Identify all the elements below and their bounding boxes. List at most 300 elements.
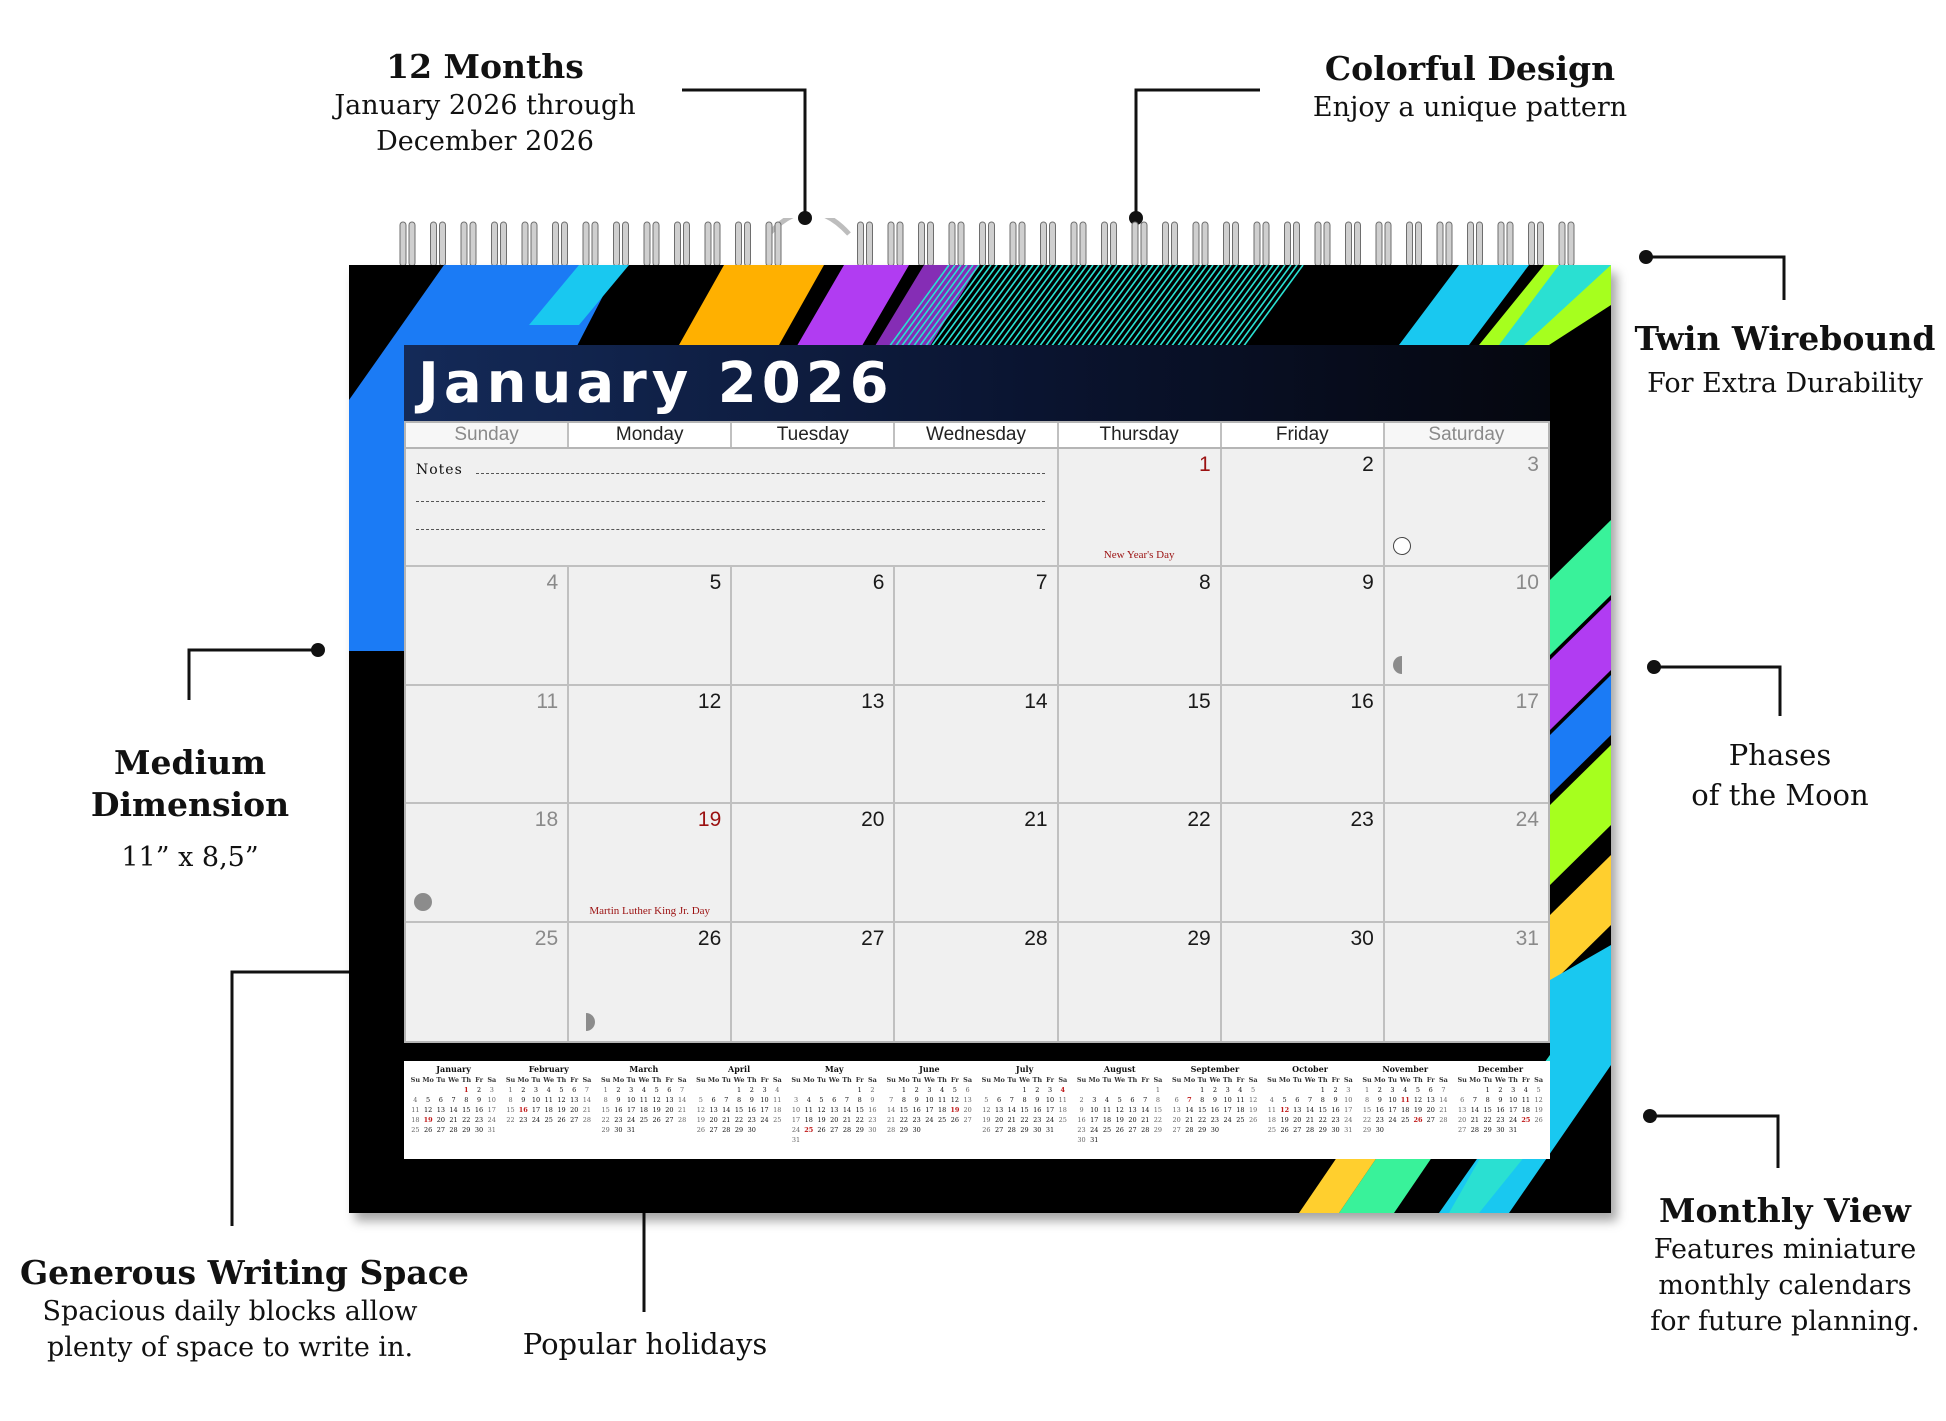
mini-day: 20	[1458, 1116, 1467, 1124]
mini-day: 4	[413, 1096, 418, 1104]
holiday-label: Martin Luther King Jr. Day	[589, 904, 711, 917]
mini-day: 18	[1401, 1106, 1410, 1114]
mini-day: 15	[855, 1106, 864, 1114]
mini-day: 28	[842, 1126, 852, 1134]
mini-day: 21	[1439, 1106, 1448, 1114]
mini-day: 22	[1318, 1116, 1327, 1124]
mini-blank	[422, 1085, 435, 1095]
mini-weekday: We	[828, 1076, 840, 1084]
mini-day: 22	[462, 1116, 471, 1124]
wire-loop	[1263, 222, 1269, 266]
mini-blank	[447, 1085, 460, 1095]
day-cell-4[interactable]	[406, 567, 569, 685]
mini-day: 10	[1388, 1096, 1397, 1104]
mini-day: 29	[1318, 1126, 1327, 1134]
mini-day: 5	[1415, 1086, 1421, 1094]
mini-day: 10	[1223, 1096, 1232, 1104]
mini-day: 29	[1020, 1126, 1029, 1134]
mini-day: 10	[1045, 1096, 1055, 1104]
mini-month-name: August	[1103, 1064, 1136, 1074]
mini-day: 8	[736, 1096, 742, 1104]
wire-loop	[583, 222, 589, 266]
day-cell-10[interactable]	[1385, 567, 1548, 685]
mini-day: 18	[1267, 1116, 1276, 1124]
weekday-header-row	[406, 423, 1548, 449]
mini-day: 21	[842, 1116, 852, 1124]
day-cell-28[interactable]	[895, 923, 1058, 1041]
day-number: 14	[1024, 689, 1048, 713]
mini-month-name: February	[528, 1064, 569, 1074]
mini-day: 24	[1045, 1116, 1055, 1124]
wire-loop	[1498, 222, 1504, 266]
mini-weekday: Fr	[1521, 1076, 1530, 1084]
mini-day: 7	[584, 1086, 590, 1094]
mini-day: 19	[950, 1106, 960, 1114]
mini-weekday: Tu	[1007, 1076, 1017, 1084]
mini-day: 4	[1238, 1086, 1243, 1094]
mini-day: 5	[1536, 1086, 1541, 1094]
wire-loop	[684, 222, 690, 266]
mini-month-table	[599, 1075, 688, 1135]
calendar-sheet	[349, 265, 1611, 1213]
day-cell-14[interactable]	[895, 686, 1058, 804]
wire-loop	[1010, 222, 1016, 266]
mini-day: 29	[1198, 1126, 1207, 1134]
callout-12-months-line1: January 2026 through	[334, 90, 636, 121]
mini-month-table	[1265, 1075, 1354, 1135]
day-cell-25[interactable]	[406, 923, 569, 1041]
mini-calendar-february	[501, 1063, 596, 1157]
mini-day: 6	[1174, 1096, 1179, 1104]
mini-day: 22	[734, 1116, 744, 1124]
mini-blank	[1183, 1085, 1196, 1095]
mini-day: 25	[1401, 1116, 1410, 1124]
weekday-header-thursday: Thursday	[1059, 423, 1222, 447]
day-cell-22[interactable]	[1059, 804, 1222, 922]
day-number: 21	[1024, 808, 1048, 832]
weekday-header-friday: Friday	[1222, 423, 1385, 447]
mini-day: 14	[1305, 1106, 1315, 1114]
mini-day: 22	[1153, 1116, 1163, 1124]
mini-day: 28	[1439, 1116, 1448, 1124]
mini-day: 11	[773, 1096, 782, 1104]
wire-loop	[562, 222, 568, 266]
mini-day: 31	[1508, 1126, 1518, 1134]
callout-monthly-line3: for future planning.	[1650, 1306, 1920, 1337]
day-cell-27[interactable]	[732, 923, 895, 1041]
mini-month-name: November	[1382, 1064, 1429, 1074]
mini-day: 24	[627, 1116, 636, 1124]
mini-day: 20	[1426, 1106, 1435, 1114]
mini-day: 14	[582, 1096, 592, 1104]
day-number: 5	[709, 571, 722, 595]
mini-day: 24	[1090, 1126, 1099, 1134]
callout-12-months-line2: December 2026	[376, 126, 594, 157]
month-title-band	[404, 345, 1550, 421]
mini-day: 19	[982, 1116, 991, 1124]
mini-month-table	[504, 1075, 593, 1125]
mini-day: 18	[1521, 1106, 1530, 1114]
mini-day: 10	[531, 1096, 541, 1104]
mini-blank	[885, 1085, 898, 1095]
wire-loop	[1172, 222, 1178, 266]
mini-day: 22	[1362, 1116, 1372, 1124]
day-cell-20[interactable]	[732, 804, 895, 922]
wire-loop	[1224, 222, 1230, 266]
mini-day: 23	[1375, 1116, 1384, 1124]
mini-month-name: June	[919, 1064, 940, 1074]
mini-day: 30	[474, 1126, 484, 1134]
mini-day: 23	[1210, 1116, 1220, 1124]
mini-day: 2	[476, 1086, 482, 1094]
mini-blank	[1469, 1085, 1482, 1095]
mini-day: 25	[1102, 1126, 1112, 1134]
mini-day: 23	[614, 1116, 623, 1124]
mini-day: 24	[1508, 1116, 1518, 1124]
mini-day: 6	[997, 1096, 1002, 1104]
mini-day: 20	[994, 1116, 1004, 1124]
mini-day: 10	[487, 1096, 496, 1104]
mini-blank	[1005, 1085, 1018, 1095]
wire-loop	[1324, 222, 1330, 266]
wire-loop	[400, 222, 406, 266]
mini-day: 3	[533, 1086, 539, 1094]
mini-month-name: October	[1292, 1064, 1328, 1074]
mini-weekday: Tu	[1197, 1076, 1207, 1084]
day-cell-17[interactable]	[1385, 686, 1548, 804]
wire-loop	[1102, 222, 1108, 266]
day-cell-30[interactable]	[1222, 923, 1385, 1041]
day-cell-24[interactable]	[1385, 804, 1548, 922]
callout-dimension-title1: Medium	[113, 743, 267, 782]
mini-day: 24	[1344, 1116, 1353, 1124]
wire-loop	[522, 222, 528, 266]
mini-day: 8	[857, 1096, 862, 1104]
mini-weekday: Th	[1032, 1076, 1043, 1084]
mini-blank	[1101, 1085, 1114, 1095]
mini-weekday: Su	[600, 1076, 611, 1084]
day-cell-16[interactable]	[1222, 686, 1385, 804]
mini-day: 9	[1333, 1096, 1338, 1104]
mini-day: 21	[677, 1106, 687, 1114]
wire-loop	[1385, 222, 1391, 266]
mini-day: 26	[1534, 1116, 1543, 1124]
mini-day: 7	[451, 1096, 456, 1104]
mini-day: 12	[557, 1096, 566, 1104]
mini-weekday: Sa	[772, 1076, 782, 1084]
mini-day: 13	[1293, 1106, 1302, 1114]
mini-day: 23	[1033, 1116, 1042, 1124]
month-weeks	[406, 449, 1548, 1041]
mini-day: 29	[855, 1126, 864, 1134]
mini-day: 26	[982, 1126, 991, 1134]
mini-day: 24	[1388, 1116, 1397, 1124]
day-cell-2[interactable]	[1222, 449, 1385, 567]
mini-month-name: May	[824, 1064, 844, 1074]
mini-day: 26	[1115, 1126, 1124, 1134]
wire-loop	[1141, 222, 1147, 266]
mini-calendar-july	[977, 1063, 1072, 1157]
day-cell-18[interactable]	[406, 804, 569, 922]
mini-day: 19	[1115, 1116, 1124, 1124]
mini-day: 6	[711, 1096, 716, 1104]
mini-day: 7	[844, 1096, 850, 1104]
mini-day: 7	[724, 1096, 729, 1104]
mini-day: 9	[1377, 1096, 1382, 1104]
mini-blank	[1088, 1085, 1101, 1095]
mini-weekday: We	[1019, 1076, 1031, 1084]
mini-day: 8	[1022, 1096, 1027, 1104]
mini-day: 21	[722, 1116, 731, 1124]
mini-day: 19	[423, 1116, 433, 1124]
mini-day: 9	[1498, 1096, 1503, 1104]
mini-day: 27	[963, 1116, 972, 1124]
mini-day: 13	[1458, 1106, 1467, 1114]
mini-day: 16	[912, 1106, 921, 1114]
mini-day: 8	[901, 1096, 906, 1104]
mini-day: 24	[531, 1116, 541, 1124]
day-cell-19[interactable]	[569, 804, 732, 922]
callout-writing-line1: Spacious daily blocks allow	[42, 1296, 418, 1327]
day-cell-11[interactable]	[406, 686, 569, 804]
mini-day: 22	[899, 1116, 909, 1124]
month-grid	[404, 421, 1550, 1043]
mini-day: 15	[1153, 1106, 1163, 1114]
mini-blank	[993, 1085, 1006, 1095]
day-number: 12	[697, 689, 722, 713]
wire-loop	[623, 222, 629, 266]
mini-day: 2	[1035, 1086, 1040, 1094]
mini-blank	[1291, 1085, 1304, 1095]
callout-medium-dimension	[70, 742, 310, 876]
day-number: 23	[1350, 808, 1374, 832]
mini-day: 1	[1364, 1086, 1370, 1094]
mini-day: 14	[677, 1096, 687, 1104]
day-cell-23[interactable]	[1222, 804, 1385, 922]
mini-day: 20	[1293, 1116, 1302, 1124]
mini-blank	[720, 1085, 733, 1095]
mini-weekday: Su	[696, 1076, 706, 1084]
mini-day: 15	[1318, 1106, 1327, 1114]
mini-day: 2	[1212, 1086, 1217, 1094]
mini-day: 13	[665, 1096, 674, 1104]
mini-day: 5	[1117, 1096, 1122, 1104]
mini-day: 27	[570, 1116, 579, 1124]
mini-day: 20	[436, 1116, 445, 1124]
day-cell-1[interactable]	[1059, 449, 1222, 567]
mini-day: 27	[709, 1126, 718, 1134]
day-cell-29[interactable]	[1059, 923, 1222, 1041]
mini-day: 14	[1470, 1106, 1480, 1114]
mini-day: 28	[887, 1126, 896, 1134]
mini-day: 28	[677, 1116, 687, 1124]
mini-day: 20	[1172, 1116, 1181, 1124]
mini-day: 16	[1033, 1106, 1042, 1114]
day-number: 30	[1350, 926, 1374, 950]
mini-day: 16	[1077, 1116, 1086, 1124]
mini-weekday: Tu	[721, 1076, 731, 1084]
weekday-header-monday: Monday	[569, 423, 732, 447]
mini-month-table	[790, 1075, 879, 1145]
mini-day: 31	[1344, 1126, 1353, 1134]
mini-weekday: Tu	[1388, 1076, 1397, 1084]
day-number: 3	[1527, 453, 1539, 476]
callout-design-line1: Enjoy a unique pattern	[1312, 92, 1628, 123]
mini-day: 19	[817, 1116, 826, 1124]
mini-day: 30	[1077, 1136, 1086, 1144]
mini-day: 1	[1022, 1086, 1027, 1094]
mini-weekday: Th	[1413, 1076, 1423, 1084]
day-cell-9[interactable]	[1222, 567, 1385, 685]
wire-loop	[1355, 222, 1361, 266]
wire-loop	[1193, 222, 1199, 266]
callout-wirebound-title: Twin Wirebound	[1634, 319, 1936, 358]
mini-day: 25	[773, 1116, 782, 1124]
mini-day: 22	[1483, 1116, 1492, 1124]
mini-weekday: Mo	[612, 1076, 625, 1084]
mini-day: 2	[870, 1086, 875, 1094]
mini-day: 8	[1200, 1096, 1205, 1104]
wire-loop	[1019, 222, 1025, 266]
mini-weekday: Fr	[1046, 1076, 1054, 1084]
wire-loop	[775, 222, 781, 266]
mini-day: 3	[1390, 1086, 1395, 1094]
mini-day: 17	[791, 1116, 801, 1124]
mini-day: 8	[464, 1096, 469, 1104]
full-moon-icon	[1393, 537, 1411, 555]
callout-monthly-view	[1630, 1190, 1940, 1340]
mini-weekday: Th	[1508, 1076, 1518, 1084]
wire-loop	[1477, 222, 1483, 266]
mini-weekday: Su	[505, 1076, 516, 1084]
day-number: 6	[872, 571, 885, 595]
day-cell-7[interactable]	[895, 567, 1058, 685]
mini-day: 28	[1007, 1126, 1016, 1134]
mini-day: 13	[709, 1106, 718, 1114]
wire-loop	[440, 222, 446, 266]
mini-day: 17	[1045, 1106, 1055, 1114]
wire-loop	[1202, 222, 1208, 266]
day-cell-21[interactable]	[895, 804, 1058, 922]
day-cell-8[interactable]	[1059, 567, 1222, 685]
mini-blank	[409, 1085, 422, 1095]
mini-day: 10	[925, 1096, 934, 1104]
mini-blank	[1265, 1085, 1278, 1095]
mini-day: 11	[1058, 1096, 1067, 1104]
mini-day: 18	[544, 1106, 553, 1114]
mini-day: 14	[1185, 1106, 1194, 1114]
mini-blank	[434, 1085, 447, 1095]
mini-day: 5	[426, 1096, 431, 1104]
notes-area[interactable]	[406, 449, 1059, 567]
wire-loop	[553, 222, 559, 266]
wire-loop	[897, 222, 903, 266]
mini-day: 2	[749, 1086, 754, 1094]
mini-weekday: Fr	[1141, 1076, 1150, 1084]
mini-day: 22	[1020, 1116, 1029, 1124]
mini-day: 21	[582, 1106, 592, 1114]
day-cell-15[interactable]	[1059, 686, 1222, 804]
wire-loop	[1416, 222, 1422, 266]
mini-day: 30	[614, 1126, 623, 1134]
mini-day: 24	[760, 1116, 769, 1124]
mini-weekday: Fr	[1236, 1076, 1245, 1084]
wire-loop	[1376, 222, 1382, 266]
day-number: 17	[1515, 689, 1539, 713]
wire-loop	[1437, 222, 1443, 266]
day-number: 4	[546, 571, 559, 595]
mini-day: 17	[1508, 1106, 1518, 1114]
mini-weekday: We	[638, 1076, 650, 1084]
wire-loop	[1294, 222, 1300, 266]
mini-day: 9	[521, 1096, 526, 1104]
day-cell-6[interactable]	[732, 567, 895, 685]
mini-month-name: July	[1015, 1064, 1034, 1074]
mini-day: 19	[1280, 1116, 1289, 1124]
mini-day: 5	[654, 1086, 659, 1094]
day-cell-13[interactable]	[732, 686, 895, 804]
mini-calendars-strip	[404, 1061, 1550, 1159]
mini-day: 21	[1470, 1116, 1480, 1124]
month-title: January 2026	[418, 351, 894, 416]
mini-blank	[980, 1085, 993, 1095]
mini-day: 23	[747, 1116, 756, 1124]
mini-day: 5	[819, 1096, 824, 1104]
wire-loop	[1163, 222, 1169, 266]
mini-day: 27	[1426, 1116, 1435, 1124]
mini-calendar-november	[1358, 1063, 1453, 1157]
day-cell-26[interactable]	[569, 923, 732, 1041]
mini-day: 15	[506, 1106, 515, 1114]
mini-day: 1	[1320, 1086, 1325, 1094]
wire-loop	[1346, 222, 1352, 266]
mini-weekday: Th	[1318, 1076, 1328, 1084]
mini-day: 19	[1534, 1106, 1543, 1114]
first-moon-icon	[577, 1013, 595, 1031]
mini-day: 27	[665, 1116, 674, 1124]
wire-loop	[1041, 222, 1047, 266]
mini-day: 27	[1293, 1126, 1302, 1134]
day-number: 9	[1362, 571, 1374, 595]
mini-day: 2	[1333, 1086, 1338, 1094]
notes-line	[476, 473, 1045, 474]
mini-day: 12	[1115, 1106, 1124, 1114]
day-cell-5[interactable]	[569, 567, 732, 685]
mini-day: 6	[1460, 1096, 1465, 1104]
mini-day: 5	[952, 1086, 957, 1094]
mini-day: 19	[696, 1116, 705, 1124]
mini-day: 30	[1210, 1126, 1220, 1134]
day-cell-3[interactable]	[1385, 449, 1548, 567]
mini-weekday: We	[1209, 1076, 1221, 1084]
weekday-header-sunday: Sunday	[406, 423, 569, 447]
mini-day: 18	[411, 1116, 420, 1124]
mini-day: 16	[1496, 1106, 1505, 1114]
day-cell-31[interactable]	[1385, 923, 1548, 1041]
mini-day: 10	[1344, 1096, 1353, 1104]
mini-day: 17	[487, 1106, 496, 1114]
mini-weekday: Mo	[993, 1076, 1005, 1084]
mini-day: 4	[1523, 1086, 1528, 1094]
wire-loop	[980, 222, 986, 266]
notes-label: Notes	[416, 462, 463, 478]
wire-loop	[888, 222, 894, 266]
mini-calendar-september	[1167, 1063, 1262, 1157]
mini-day: 20	[709, 1116, 718, 1124]
mini-day: 9	[1079, 1106, 1084, 1114]
day-cell-12[interactable]	[569, 686, 732, 804]
mini-blank	[1304, 1085, 1317, 1095]
